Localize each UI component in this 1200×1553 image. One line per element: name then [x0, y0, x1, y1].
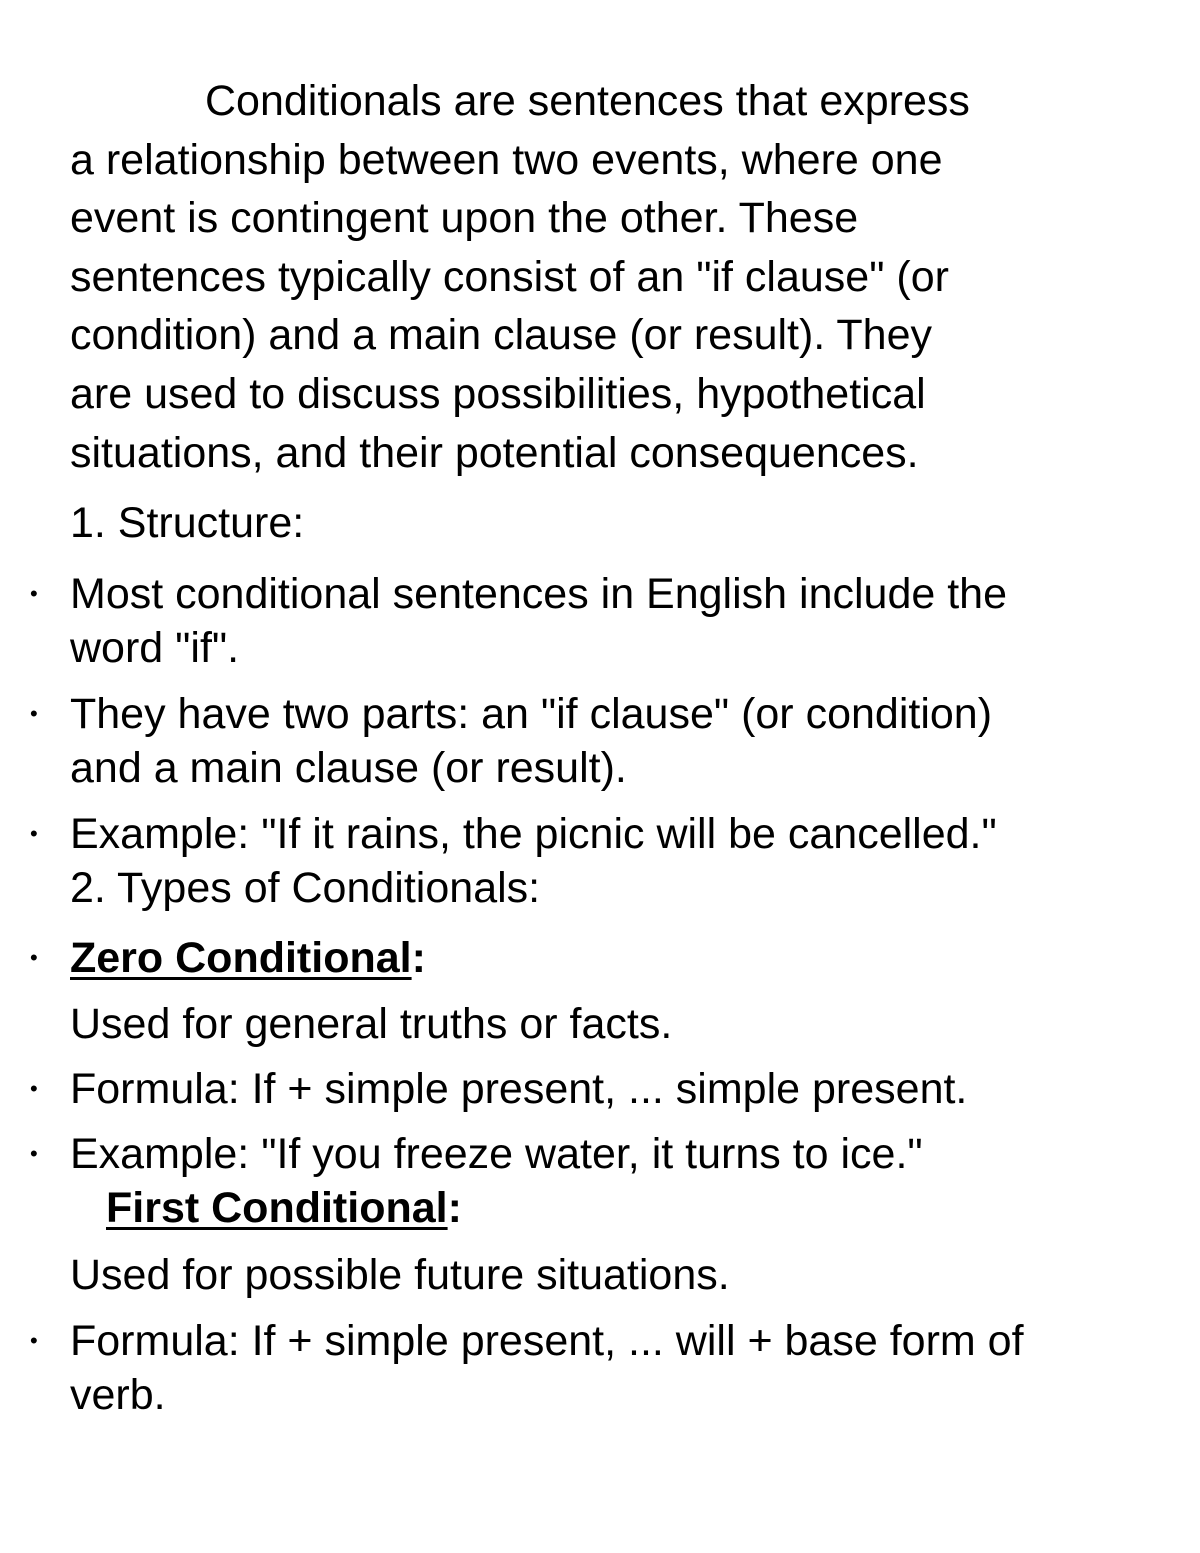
intro-line: a relationship between two events, where one	[70, 136, 943, 184]
bullet-icon	[30, 1312, 42, 1370]
bullet-icon	[30, 1060, 42, 1118]
first-conditional-formula: Formula: If + simple present, ... will + base form of	[70, 1317, 1024, 1365]
intro-line: are used to discuss possibilities, hypothetical	[70, 370, 926, 418]
bullet-icon	[30, 1125, 42, 1183]
zero-conditional-description: Used for general truths or facts.	[70, 1000, 673, 1048]
bullet-icon	[30, 685, 42, 743]
heading-colon: :	[447, 1184, 462, 1232]
list-item-text: Example: "If it rains, the picnic will be cancelled."	[70, 810, 997, 858]
section-heading-structure: 1. Structure:	[70, 499, 305, 547]
list-item-text: and a main clause (or result).	[70, 744, 627, 792]
intro-line: Conditionals are sentences that express	[205, 77, 970, 125]
list-item-text: Most conditional sentences in English include the	[70, 570, 1008, 618]
bullet-icon	[30, 929, 42, 987]
first-conditional-heading	[106, 1179, 462, 1237]
first-conditional-description: Used for possible future situations.	[70, 1251, 730, 1299]
intro-line: event is contingent upon the other. These	[70, 194, 859, 242]
intro-line: sentences typically consist of an "if clause" (or	[70, 253, 949, 301]
list-item-text: word "if".	[70, 624, 240, 672]
first-conditional-formula-cont: verb.	[70, 1371, 166, 1419]
intro-line: situations, and their potential consequences.	[70, 429, 919, 477]
zero-conditional-formula: Formula: If + simple present, ... simple present.	[70, 1065, 968, 1113]
section-heading-types: 2. Types of Conditionals:	[70, 864, 541, 912]
bullet-icon	[30, 805, 42, 863]
heading-colon: :	[411, 934, 426, 982]
bullet-icon	[30, 565, 42, 623]
zero-conditional-heading	[70, 929, 426, 987]
first-conditional-title: First Conditional	[106, 1184, 448, 1232]
zero-conditional-title: Zero Conditional	[70, 934, 412, 982]
list-item-text: They have two parts: an "if clause" (or condition)	[70, 690, 993, 738]
zero-conditional-example: Example: "If you freeze water, it turns to ice."	[70, 1130, 923, 1178]
intro-line: condition) and a main clause (or result). They	[70, 311, 933, 359]
